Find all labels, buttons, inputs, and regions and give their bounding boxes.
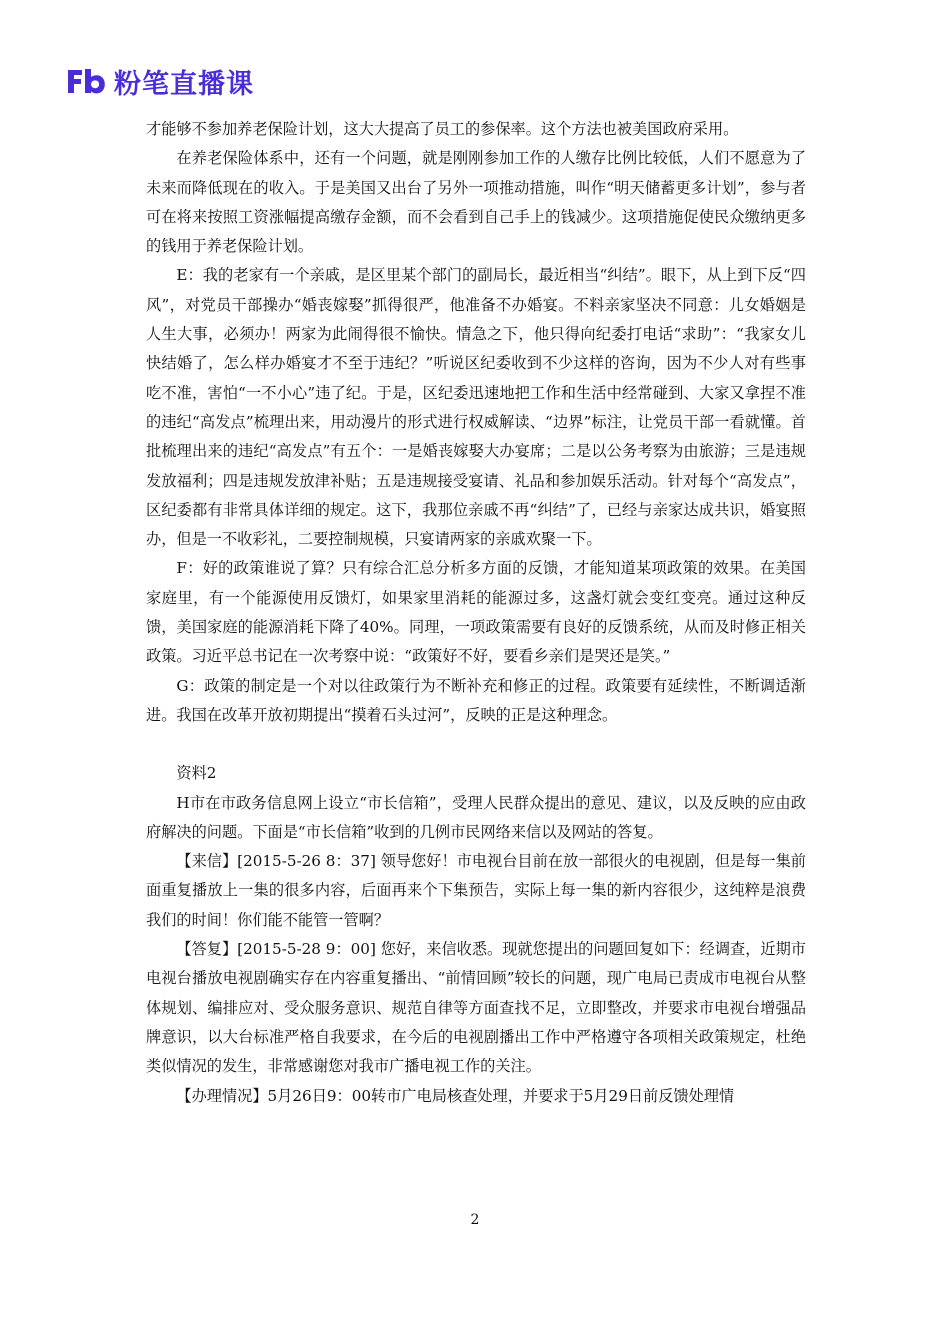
section-heading: 资料2 [176, 764, 217, 783]
paragraph: F：好的政策谁说了算？只有综合汇总分析多方面的反馈，才能知道某项政策的效果。在美国家庭里，有一个能源使用反馈灯，如果家里消耗的能源过多，这盏灯就会变红变亮。通过这种反馈，美国家庭的能源消耗下降了40%。同理，一项政策需要有良好的反馈系统，从而及时修正相关政策。习近平总书记在一次考察中说：“政策好不好，要看乡亲们是哭还是笑。” [146, 559, 806, 666]
fb-logo-icon [66, 66, 106, 96]
page-number: 2 [470, 1212, 480, 1228]
paragraph: H市在市政务信息网上设立“市长信箱”，受理人民群众提出的意见、建议，以及反映的应由政府解决的问题。下面是“市长信箱”收到的几例市民网络来信以及网站的答复。 [146, 793, 806, 841]
brand-title: 粉笔直播课 [114, 68, 254, 100]
header [66, 64, 254, 98]
document-body [146, 115, 806, 1111]
paragraph: 在养老保险体系中，还有一个问题，就是刚刚参加工作的人缴存比例比较低，人们不愿意为了未来而降低现在的收入。于是美国又出台了另外一项推动措施，叫作“明天储蓄更多计划”，参与者可在将来按照工资涨幅提高缴存金额，而不会看到自己手上的钱减少。这项措施促使民众缴纳更多的钱用于养老保险计划。 [146, 149, 806, 256]
paragraph: 【答复】[2015-5-28 9：00] 您好，来信收悉。现就您提出的问题回复如下：经调查，近期市电视台播放电视剧确实存在内容重复播出、“前情回顾”较长的问题，现广电局已责成市电视台从整体规划、编排应对、受众服务意识、规范自律等方面查找不足，立即整改，并要求市电视台增强品牌意识，以大台标准严格自我要求，在今后的电视剧播出工作中严格遵守各项相关政策规定，杜绝类似情况的发生，非常感谢您对我市广播电视工作的关注。 [146, 940, 806, 1076]
paragraph: G：政策的制定是一个对以往政策行为不断补充和修正的过程。政策要有延续性，不断调适渐进。我国在改革开放初期提出“摸着石头过河”，反映的正是这种理念。 [146, 676, 806, 724]
paragraph: 【来信】[2015-5-26 8：37] 领导您好！市电视台目前在放一部很火的电视剧，但是每一集前面重复播放上一集的很多内容，后面再来个下集预告，实际上每一集的新内容很少，这纯粹是浪费我们的时间！你们能不能管一管啊？ [146, 852, 806, 929]
section-gap [146, 730, 806, 759]
paragraph: 才能够不参加养老保险计划，这大大提高了员工的参保率。这个方法也被美国政府采用。 [146, 120, 739, 138]
paragraph: 【办理情况】5月26日9：00转市广电局核查处理，并要求于5月29日前反馈处理情 [176, 1086, 735, 1105]
paragraph: E：我的老家有一个亲戚，是区里某个部门的副局长，最近相当“纠结”。眼下，从上到下反“四风”，对党员干部操办“婚丧嫁娶”抓得很严，他准备不办婚宴。不料亲家坚决不同意：儿女婚姻是人生大事，必须办！两家为此闹得很不愉快。情急之下，他只得向纪委打电话“求助”：“我家女儿快结婚了，怎么样办婚宴才不至于违纪？”听说区纪委收到不少这样的咨询，因为不少人对有些事吃不准，害怕“一不小心”违了纪。于是，区纪委迅速地把工作和生活中经常碰到、大家又拿捏不准的违纪“高发点”梳理出来，用动漫片的形式进行权威解读、“边界”标注，让党员干部一看就懂。首批梳理出来的违纪“高发点”有五个：一是婚丧嫁娶大办宴席；二是以公务考察为由旅游；三是违规发放福利；四是违规发放津补贴；五是违规接受宴请、礼品和参加娱乐活动。针对每个“高发点”，区纪委都有非常具体详细的规定。这下，我那位亲戚不再“纠结”了，已经与亲家达成共识，婚宴照办，但是一不收彩礼，二要控制规模，只宴请两家的亲戚欢聚一下。 [146, 266, 806, 549]
